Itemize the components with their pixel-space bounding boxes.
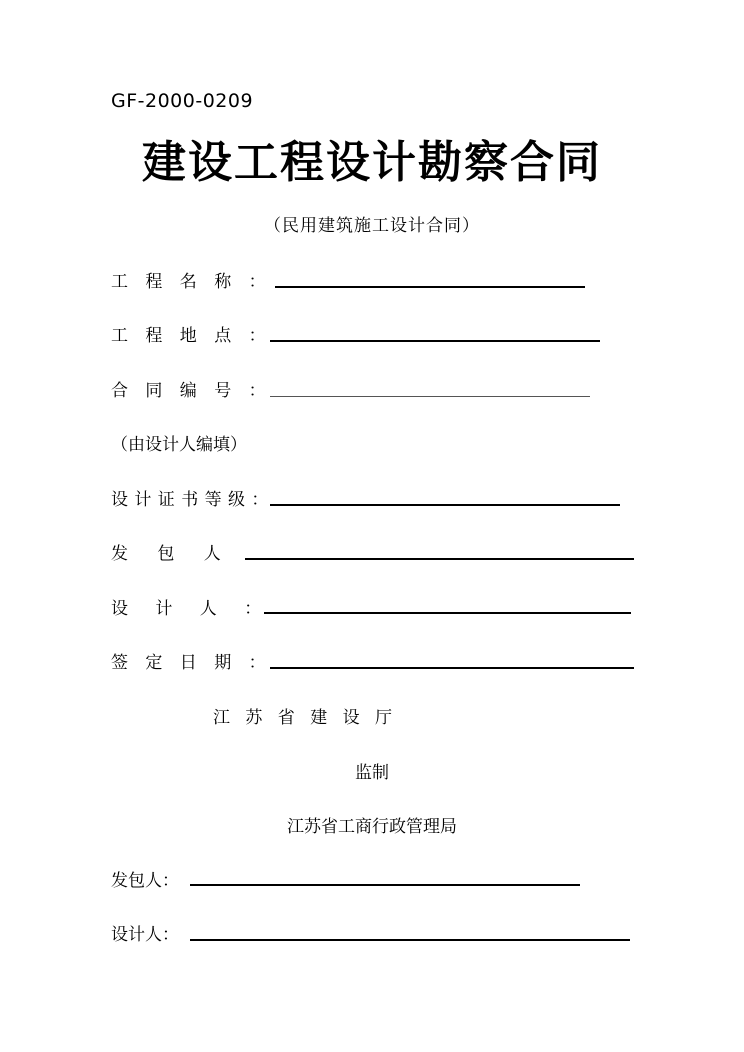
project-location-label: 工 程 地 点 ： (111, 326, 266, 346)
designer-signature-label: 设计人： (111, 925, 179, 945)
sign-date-field[interactable] (270, 667, 634, 669)
cert-level-label: 设 计 证 书 等 级 ： (111, 490, 269, 510)
client-label: 发 包 人 (111, 544, 221, 564)
client-signature-field[interactable] (190, 884, 580, 886)
project-location-field[interactable] (270, 340, 600, 342)
project-name-field[interactable] (275, 286, 585, 288)
document-title: 建设工程设计勘察合同 (142, 137, 602, 188)
issuer-construction-dept: 江 苏 省 建 设 厅 (213, 708, 393, 728)
contract-number-field[interactable] (270, 396, 590, 397)
contract-code: GF-2000-0209 (111, 90, 254, 112)
document-subtitle: （民用建筑施工设计合同） (264, 216, 480, 236)
filled-by-note: （由设计人编填） (111, 435, 247, 455)
client-field[interactable] (245, 558, 634, 560)
client-signature-label: 发包人： (111, 871, 179, 891)
project-name-label: 工 程 名 称 ： (111, 272, 266, 292)
designer-label: 设 计 人 ： (111, 599, 262, 619)
designer-signature-field[interactable] (190, 939, 630, 941)
sign-date-label: 签 定 日 期 ： (111, 653, 266, 673)
supervised-label: 监制 (355, 763, 389, 783)
contract-number-label: 合 同 编 号 ： (111, 381, 266, 401)
designer-field[interactable] (264, 612, 631, 614)
cert-level-field[interactable] (270, 504, 620, 506)
issuer-commerce-bureau: 江苏省工商行政管理局 (287, 817, 457, 837)
